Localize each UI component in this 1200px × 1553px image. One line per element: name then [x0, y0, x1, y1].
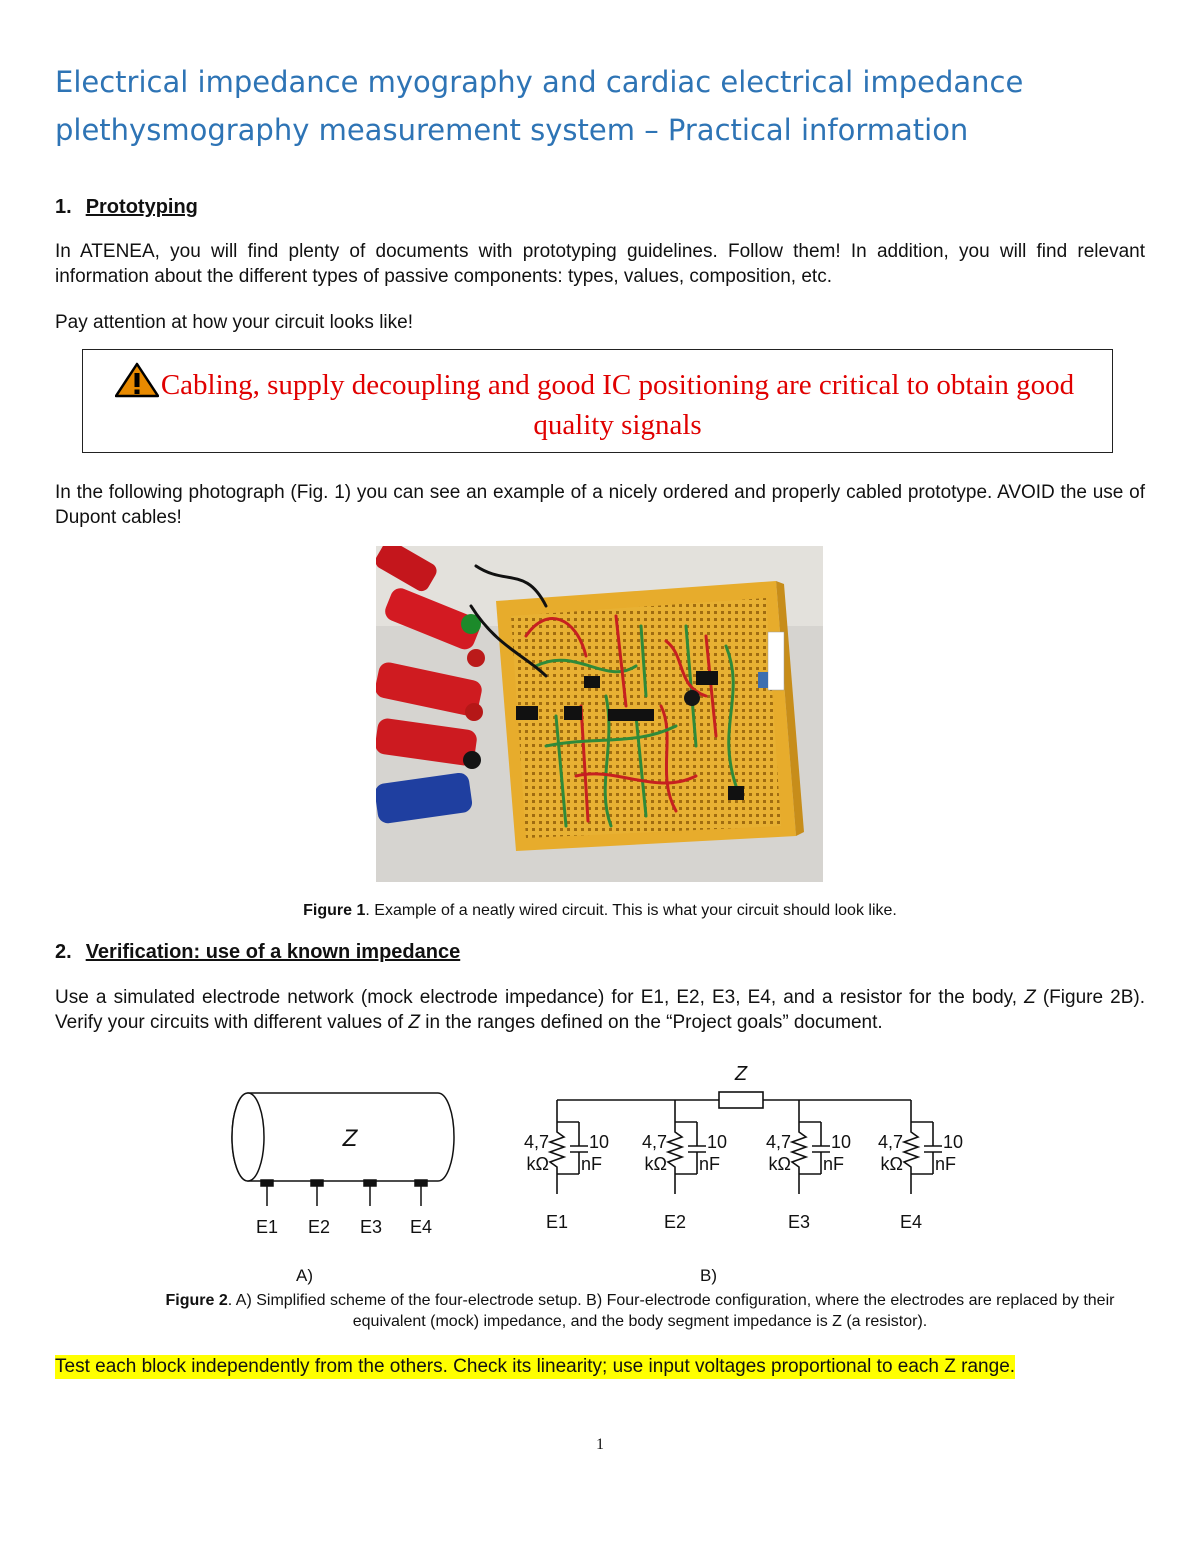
- section-2-title: Verification: use of a known impedance: [85, 941, 461, 963]
- resistor-value-label: 4,7: [523, 1132, 549, 1152]
- electrode-pad: [311, 1180, 323, 1186]
- capacitor-value-label: 10: [707, 1132, 728, 1152]
- section-1-heading: [55, 196, 198, 219]
- document-title: Electrical impedance myography and cardiac electrical impedance plethysmography measurement system – Practical information: [55, 65, 1024, 147]
- resistor-unit-label: kΩ: [880, 1154, 903, 1174]
- figure-2a-diagram: [228, 1088, 464, 1238]
- mock-electrode-cell: [878, 1100, 963, 1194]
- electrode-label-e3: E3: [359, 1217, 383, 1237]
- figure-1-caption: [0, 900, 1200, 921]
- section-2-paragraph-1-part-b: (Figure 2B). Verify your circuits with different values of: [55, 987, 1145, 1033]
- highlighted-instruction: Test each block independently from the others. Check its linearity; use input voltages proportional to each Z range.: [55, 1356, 1016, 1377]
- mock-electrode-cell: [524, 1100, 609, 1194]
- mock-electrode-cell: [642, 1100, 727, 1194]
- capacitor-unit-label: nF: [823, 1154, 845, 1174]
- mock-electrode-label-e2: E2: [663, 1212, 687, 1232]
- capacitor-unit-label: nF: [935, 1154, 957, 1174]
- figure-2-caption: [130, 1290, 1150, 1332]
- cylinder-z-label: Z: [342, 1125, 358, 1152]
- electrode-pad: [261, 1180, 273, 1186]
- electrode-resistor: [550, 1122, 564, 1174]
- capacitor-value-label: 10: [589, 1132, 610, 1152]
- section-2-paragraph-1: [55, 985, 1145, 1035]
- section-2-heading: [55, 941, 460, 964]
- page-number: 1: [596, 1436, 604, 1453]
- section-1-title: Prototyping: [85, 196, 198, 218]
- body-impedance-z-label: Z: [734, 1063, 748, 1085]
- electrode-pad: [364, 1180, 376, 1186]
- figure-2a-panel-label: A): [296, 1266, 313, 1285]
- electrode-resistor: [904, 1122, 918, 1174]
- section-2-number: 2.: [55, 941, 72, 963]
- figure-1-label: Figure 1: [303, 902, 366, 919]
- figure-2b-schematic: [495, 1058, 975, 1238]
- z-symbol: Z: [1024, 987, 1036, 1008]
- capacitor-unit-label: nF: [699, 1154, 721, 1174]
- mock-electrode-cell: [766, 1100, 851, 1194]
- section-1-paragraph-3: In the following photograph (Fig. 1) you can see an example of a nicely ordered and properly cabled prototype. AVOID the use of Dupont cables!: [55, 482, 1145, 528]
- mock-electrode-label-e4: E4: [899, 1212, 923, 1232]
- breadboard-photo: [376, 546, 823, 882]
- resistor-unit-label: kΩ: [644, 1154, 667, 1174]
- figure-2b-panel-label: B): [700, 1266, 717, 1285]
- cylinder-end: [232, 1093, 264, 1181]
- mock-electrode-label-e1: E1: [545, 1212, 569, 1232]
- resistor-value-label: 4,7: [877, 1132, 903, 1152]
- resistor-value-label: 4,7: [765, 1132, 791, 1152]
- electrode-label-e1: E1: [255, 1217, 279, 1237]
- electrode-resistor: [668, 1122, 682, 1174]
- electrode-pad: [415, 1180, 427, 1186]
- capacitor-value-label: 10: [831, 1132, 852, 1152]
- figure-2-label: Figure 2: [165, 1292, 228, 1309]
- body-resistor: [719, 1092, 763, 1108]
- resistor-value-label: 4,7: [641, 1132, 667, 1152]
- figure-2-caption-text: . A) Simplified scheme of the four-electrode setup. B) Four-electrode configuration, where the electrodes are replaced by their equivalent (mock) impedance, and the body segment impedance is Z (a resistor).: [227, 1292, 1115, 1330]
- z-symbol: Z: [408, 1012, 421, 1033]
- section-2-paragraph-1-part-a: Use a simulated electrode network (mock electrode impedance) for E1, E2, E3, E4, and a resistor for the body,: [55, 987, 1025, 1008]
- electrode-resistor: [792, 1122, 806, 1174]
- section-2-paragraph-1-part-c: in the ranges defined on the “Project goals” document.: [420, 1012, 883, 1033]
- section-1-number: 1.: [55, 196, 72, 218]
- capacitor-unit-label: nF: [581, 1154, 603, 1174]
- capacitor-value-label: 10: [943, 1132, 964, 1152]
- section-1-paragraph-2: Pay attention at how your circuit looks like!: [55, 312, 414, 333]
- mock-electrode-label-e3: E3: [787, 1212, 811, 1232]
- section-1-paragraph-1: In ATENEA, you will find plenty of documents with prototyping guidelines. Follow them! In addition, you will find relevant information about the different types of passive components: types, values, composition, etc.: [55, 241, 1145, 287]
- resistor-unit-label: kΩ: [768, 1154, 791, 1174]
- figure-1-caption-text: . Example of a neatly wired circuit. This is what your circuit should look like.: [365, 902, 897, 919]
- warning-text: Cabling, supply decoupling and good IC positioning are critical to obtain good quality signals: [160, 369, 1075, 441]
- warning-box: [82, 349, 1113, 453]
- electrode-label-e2: E2: [307, 1217, 331, 1237]
- electrode-label-e4: E4: [409, 1217, 433, 1237]
- resistor-unit-label: kΩ: [526, 1154, 549, 1174]
